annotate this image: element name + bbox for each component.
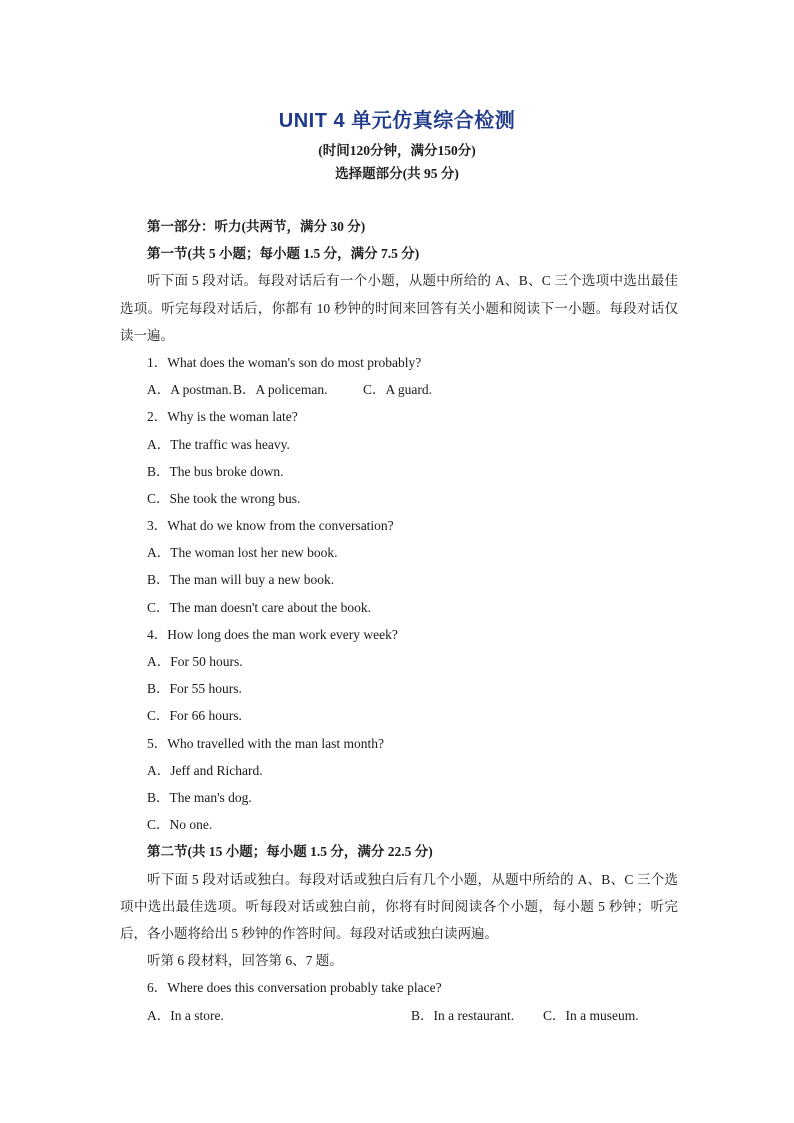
q2-option-b: B．The bus broke down. bbox=[147, 463, 284, 479]
q4-option-a: A．For 50 hours. bbox=[147, 654, 243, 670]
q4-option-b: B．For 55 hours. bbox=[147, 681, 242, 697]
time-info: (时间120分钟，满分150分) bbox=[318, 143, 476, 158]
q2-option-a: A．The traffic was heavy. bbox=[147, 436, 290, 452]
q3-option-c: C．The man doesn't care about the book. bbox=[147, 599, 371, 615]
sec1-heading: 第一节(共 5 小题；每小题 1.5 分，满分 7.5 分) bbox=[147, 246, 420, 262]
page-title: UNIT 4 单元仿真综合检测 bbox=[278, 110, 516, 132]
material6-label: 听第 6 段材料，回答第 6、7 题。 bbox=[147, 953, 343, 969]
q2-stem: 2．Why is the woman late? bbox=[147, 409, 298, 425]
q1-option-a: A．A postman. bbox=[147, 382, 232, 398]
q5-stem: 5．Who travelled with the man last month? bbox=[147, 735, 384, 751]
q3-stem: 3．What do we know from the conversation? bbox=[147, 518, 394, 534]
sec2-instructions: 听下面 5 段对话或独白。每段对话或独白后有几个小题，从题中所给的 A、B、C 三个选项中选出最佳选项。听每段对话或独白前，你将有时间阅读各个小题，每小题 5 秒钟；听完后，各小题将给出 5 秒钟的作答时间。每段对话或独白读两遍。 bbox=[120, 871, 678, 941]
q1-options bbox=[120, 376, 678, 403]
q6-stem: 6．Where does this conversation probably take place? bbox=[147, 980, 442, 996]
q6-options bbox=[120, 1002, 678, 1029]
q4-option-c: C．For 66 hours. bbox=[147, 708, 242, 724]
q6-option-c: C．In a museum. bbox=[543, 1007, 639, 1023]
q6-option-b: B．In a restaurant. bbox=[411, 1007, 515, 1023]
exam-content bbox=[120, 213, 678, 1029]
q5-option-c: C．No one. bbox=[147, 817, 213, 833]
section-label: 选择题部分(共 95 分) bbox=[335, 166, 459, 181]
q2-option-c: C．She took the wrong bus. bbox=[147, 490, 301, 506]
q1-stem: 1．What does the woman's son do most probably? bbox=[147, 354, 422, 370]
q1-option-b: B．A policeman. bbox=[233, 382, 328, 398]
sec2-heading: 第二节(共 15 小题；每小题 1.5 分，满分 22.5 分) bbox=[147, 844, 433, 860]
q1-option-c: C．A guard. bbox=[363, 382, 432, 398]
q5-option-a: A．Jeff and Richard. bbox=[147, 762, 263, 778]
q3-option-b: B．The man will buy a new book. bbox=[147, 572, 335, 588]
q6-option-a: A．In a store. bbox=[147, 1007, 224, 1023]
part1-heading: 第一部分：听力(共两节，满分 30 分) bbox=[147, 219, 366, 234]
q5-option-b: B．The man's dog. bbox=[147, 789, 252, 805]
q3-option-a: A．The woman lost her new book. bbox=[147, 545, 338, 561]
q4-stem: 4．How long does the man work every week? bbox=[147, 626, 398, 642]
sec1-instructions: 听下面 5 段对话。每段对话后有一个小题，从题中所给的 A、B、C 三个选项中选出最佳选项。听完每段对话后，你都有 10 秒钟的时间来回答有关小题和阅读下一小题。每段对话仅读一遍。 bbox=[120, 273, 678, 343]
